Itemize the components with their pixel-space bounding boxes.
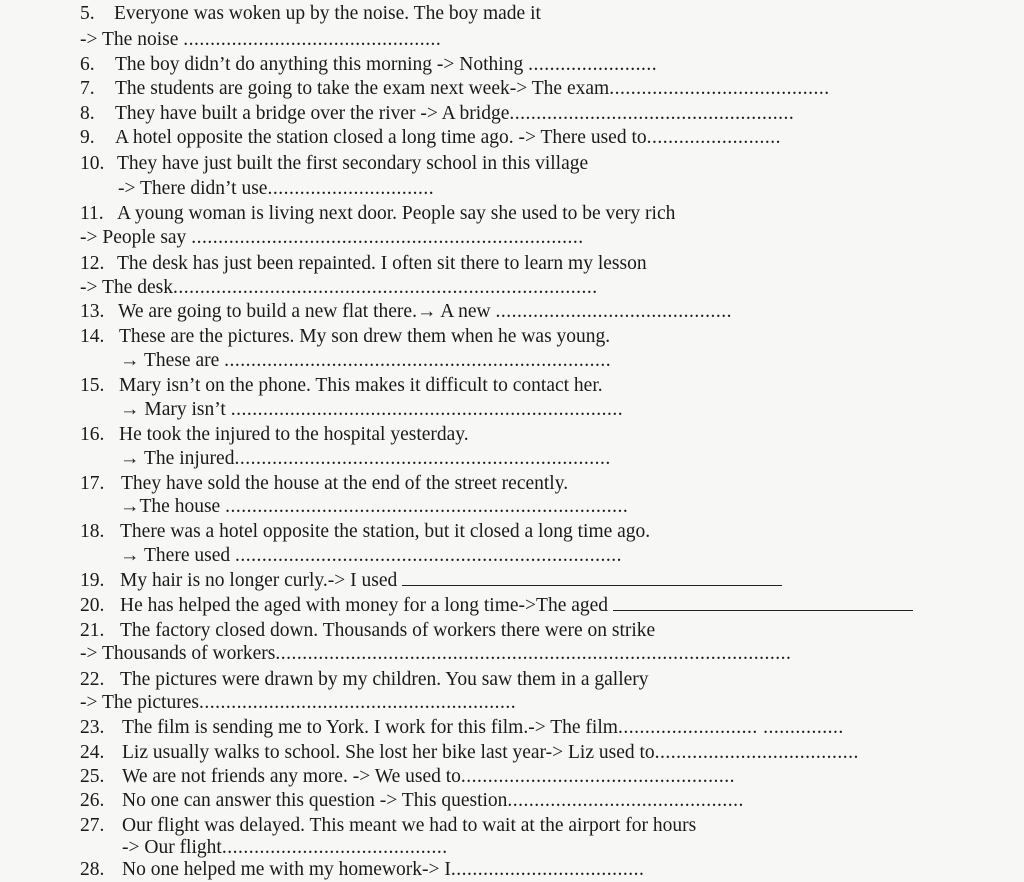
item-24: 24. Liz usually walks to school. She lost her bike last year-> Liz used to...................................... — [80, 742, 859, 763]
item-6: 6. The boy didn’t do anything this morning -> Nothing ........................ — [80, 54, 658, 75]
item-16-answer: → The injured...................................................................... — [120, 448, 611, 469]
item-21-answer: -> Thousands of workers................................................................................................ — [80, 643, 792, 664]
item-27: 27. Our flight was delayed. This meant we had to wait at the airport for hours — [80, 815, 697, 836]
answer-blank — [402, 569, 782, 586]
item-8: 8. They have built a bridge over the river -> A bridge..................................................... — [80, 103, 795, 124]
item-15-answer: → Mary isn’t ......................................................................... — [120, 399, 624, 420]
item-11-answer: -> People say ......................................................................... — [80, 227, 584, 248]
item-22: 22. The pictures were drawn by my children. You saw them in a gallery — [80, 669, 649, 690]
item-27-answer: -> Our flight.......................................... — [122, 837, 448, 858]
item-9: 9. A hotel opposite the station closed a long time ago. -> There used to......................... — [80, 127, 781, 148]
item-26: 26. No one can answer this question -> This question............................................ — [80, 790, 744, 811]
item-14-answer: → These are ........................................................................ — [120, 350, 612, 371]
item-25: 25. We are not friends any more. -> We used to................................................... — [80, 766, 736, 787]
item-17-answer: →The house ........................................................................... — [120, 496, 629, 517]
item-18: 18. There was a hotel opposite the station, but it closed a long time ago. — [80, 521, 651, 542]
item-21: 21. The factory closed down. Thousands of workers there were on strike — [80, 620, 656, 641]
item-5: 5. Everyone was woken up by the noise. The boy made it — [80, 3, 541, 24]
item-13: 13. We are going to build a new flat there.→ A new ............................................ — [80, 301, 732, 322]
item-17: 17. They have sold the house at the end of the street recently. — [80, 473, 569, 494]
item-22-answer: -> The pictures........................................................... — [80, 692, 517, 713]
item-19: 19. My hair is no longer curly.-> I used — [80, 569, 782, 593]
item-12-answer: -> The desk............................................................................... — [80, 277, 598, 298]
item-16: 16. He took the injured to the hospital yesterday. — [80, 424, 469, 445]
item-11: 11. A young woman is living next door. People say she used to be very rich — [80, 203, 676, 224]
answer-blank — [613, 594, 913, 611]
item-14: 14. These are the pictures. My son drew them when he was young. — [80, 326, 611, 347]
item-7: 7. The students are going to take the exam next week-> The exam......................................... — [80, 78, 830, 99]
item-15: 15. Mary isn’t on the phone. This makes it difficult to contact her. — [80, 375, 603, 396]
item-28: 28. No one helped me with my homework-> I.................................... — [80, 859, 645, 880]
item-18-answer: → There used ........................................................................ — [120, 545, 622, 566]
item-10-answer: -> There didn’t use............................... — [118, 178, 435, 199]
item-10: 10. They have just built the first secondary school in this village — [80, 153, 589, 174]
item-23: 23. The film is sending me to York. I work for this film.-> The film.......................... ............... — [80, 717, 844, 738]
item-12: 12. The desk has just been repainted. I often sit there to learn my lesson — [80, 253, 647, 274]
item-20: 20. He has helped the aged with money for a long time->The aged — [80, 594, 913, 618]
item-5-answer: -> The noise ................................................ — [80, 29, 442, 50]
